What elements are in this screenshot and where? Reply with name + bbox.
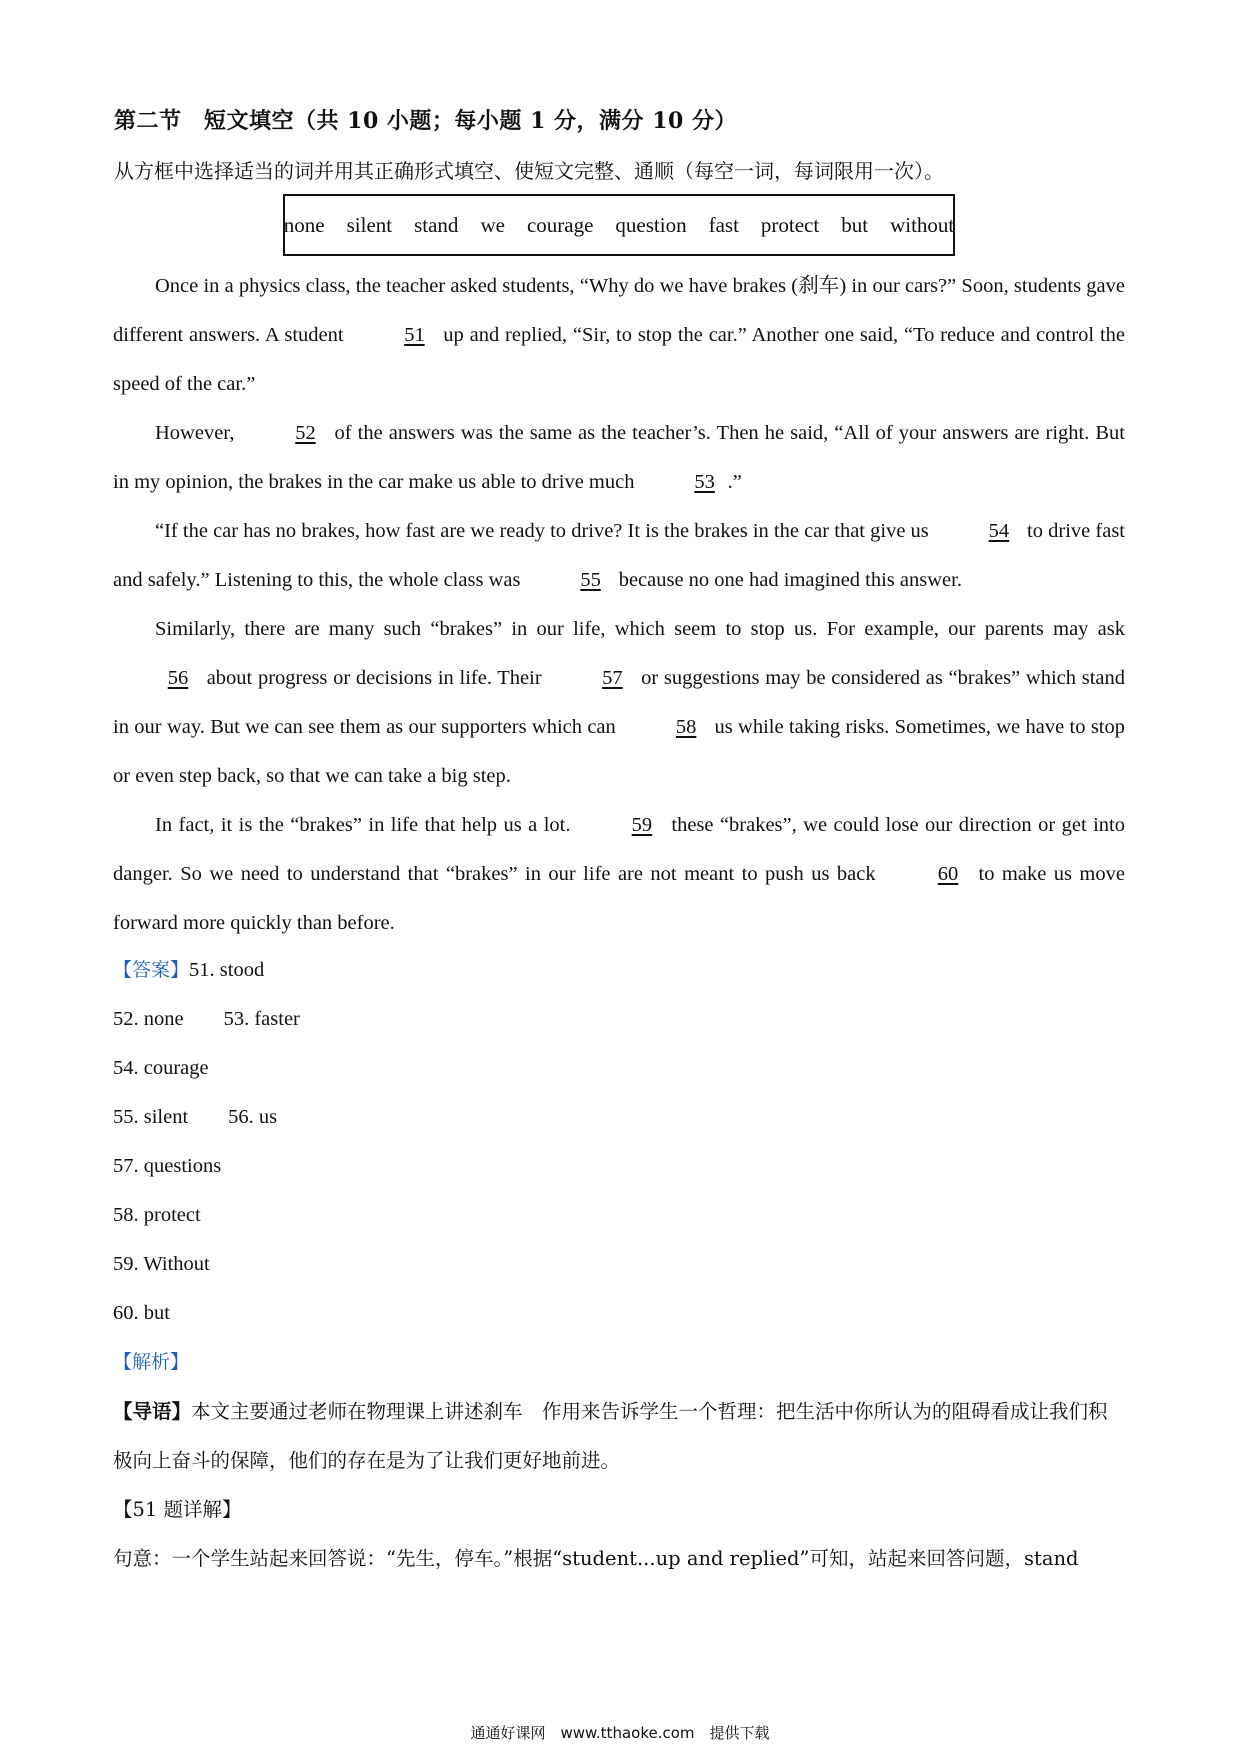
passage-text: Once in a physics class, the teacher asked students, “Why do we have brakes (刹车) in our cars?” Soon, students gave different answers. A student [113, 275, 1125, 346]
blank-54: 54 [988, 520, 1010, 542]
q51-paragraph [113, 1534, 1125, 1583]
section-title: 第二节 短文填空（共 10 小题；每小题 1 分，满分 10 分） [114, 108, 737, 134]
answer-row [113, 1093, 300, 1142]
passage-text: to make us move forward more quickly than before. [113, 863, 1125, 934]
section-instruction: 从方框中选择适当的词并用其正确形式填空、使短文完整、通顺（每空一词，每词限用一次）。 [114, 159, 944, 183]
answer-item: 57. questions [113, 1155, 222, 1177]
passage-paragraph-5 [113, 801, 1125, 948]
answer-row [113, 1191, 300, 1240]
passage [113, 262, 1125, 948]
passage-paragraph-4 [113, 605, 1125, 801]
word-box-item: none [283, 212, 325, 237]
page-footer: 通通好课网 www.tthaoke.com 提供下载 [470, 1724, 770, 1742]
q51-tag: 【51 题详解】 [113, 1498, 242, 1521]
blank-58: 58 [675, 716, 697, 738]
q51-text: 句意：一个学生站起来回答说：“先生，停车。”根据“student...up and replied”可知，站起来回答问题，stand [113, 1547, 1079, 1570]
answer-row [113, 1289, 300, 1338]
blank-59: 59 [631, 814, 653, 836]
passage-text: these “brakes”, we could lose our direction or get into danger. So we need to understand that “brakes” in our life are not meant to push us back [113, 814, 1125, 885]
blank-55: 55 [580, 569, 601, 591]
answer-item: 59. Without [113, 1253, 210, 1275]
passage-text: In fact, it is the “brakes” in life that help us a lot. [155, 814, 577, 836]
answer-row [113, 1240, 300, 1289]
intro-text: 本文主要通过老师在物理课上讲述刹车 作用来告诉学生一个哲理：把生活中你所认为的阻碍看成让我们积极向上奋斗的保障，他们的存在是为了让我们更好地前进。 [113, 1400, 1108, 1472]
passage-paragraph-1 [113, 262, 1125, 409]
intro-tag: 【导语】 [113, 1400, 192, 1423]
answer-item: 55. silent [113, 1106, 189, 1128]
passage-text: up and replied, “Sir, to stop the car.” Another one said, “To reduce and control the speed of the car.” [113, 324, 1125, 395]
passage-paragraph-2 [113, 409, 1125, 507]
answer-item: 60. but [113, 1302, 170, 1324]
blank-57: 57 [602, 667, 623, 689]
passage-text: .” [727, 471, 742, 493]
answer-row [113, 1142, 300, 1191]
word-box-item: stand [414, 212, 459, 237]
answer-item: 58. protect [113, 1204, 201, 1226]
answer-row [113, 995, 300, 1044]
passage-text: “If the car has no brakes, how fast are we ready to drive? It is the brakes in the car that give us [155, 520, 934, 542]
blank-56: 56 [167, 667, 189, 689]
answer-item: 51. stood [189, 959, 265, 981]
passage-text: because no one had imagined this answer. [613, 569, 962, 591]
passage-text: about progress or decisions in life. Their [201, 667, 548, 689]
word-box-item: without [890, 212, 955, 237]
answer-list [113, 946, 300, 1338]
word-box-item: silent [346, 212, 393, 237]
analysis-tag: 【解析】 [113, 1351, 190, 1373]
answer-row [113, 946, 300, 995]
word-box [283, 194, 955, 256]
passage-text: us while taking risks. Sometimes, we have to stop or even step back, so that we can take a big step. [113, 716, 1125, 787]
passage-paragraph-3 [113, 507, 1125, 605]
blank-51: 51 [404, 324, 425, 346]
word-box-item: protect [760, 212, 820, 237]
passage-text: to drive fast and safely.” Listening to this, the whole class was [113, 520, 1125, 591]
analysis-section [113, 1337, 1125, 1583]
word-box-item: question [615, 212, 687, 237]
passage-text: of the answers was the same as the teacher’s. Then he said, “All of your answers are right. But in my opinion, the brakes in the car make us able to drive much [113, 422, 1126, 493]
answer-item: 54. courage [113, 1057, 209, 1079]
blank-60: 60 [937, 863, 959, 885]
word-box-item: fast [708, 212, 739, 237]
answer-row [113, 1044, 300, 1093]
answer-tag: 【答案】 [113, 959, 190, 981]
passage-text: Similarly, there are many such “brakes” in our life, which seem to stop us. For example, our parents may ask [155, 618, 1125, 640]
passage-text: However, [155, 422, 241, 444]
answer-item: 53. faster [223, 1008, 300, 1030]
word-box-item: courage [526, 212, 594, 237]
word-box-item: we [480, 212, 505, 237]
blank-52: 52 [295, 422, 316, 444]
intro-paragraph [113, 1387, 1125, 1485]
blank-53: 53 [694, 471, 715, 493]
answer-item: 52. none [113, 1008, 184, 1030]
answer-item: 56. us [228, 1106, 278, 1128]
passage-text: or suggestions may be considered as “brakes” which stand in our way. But we can see them as our supporters which can [113, 667, 1125, 738]
word-box-item: but [841, 212, 869, 237]
